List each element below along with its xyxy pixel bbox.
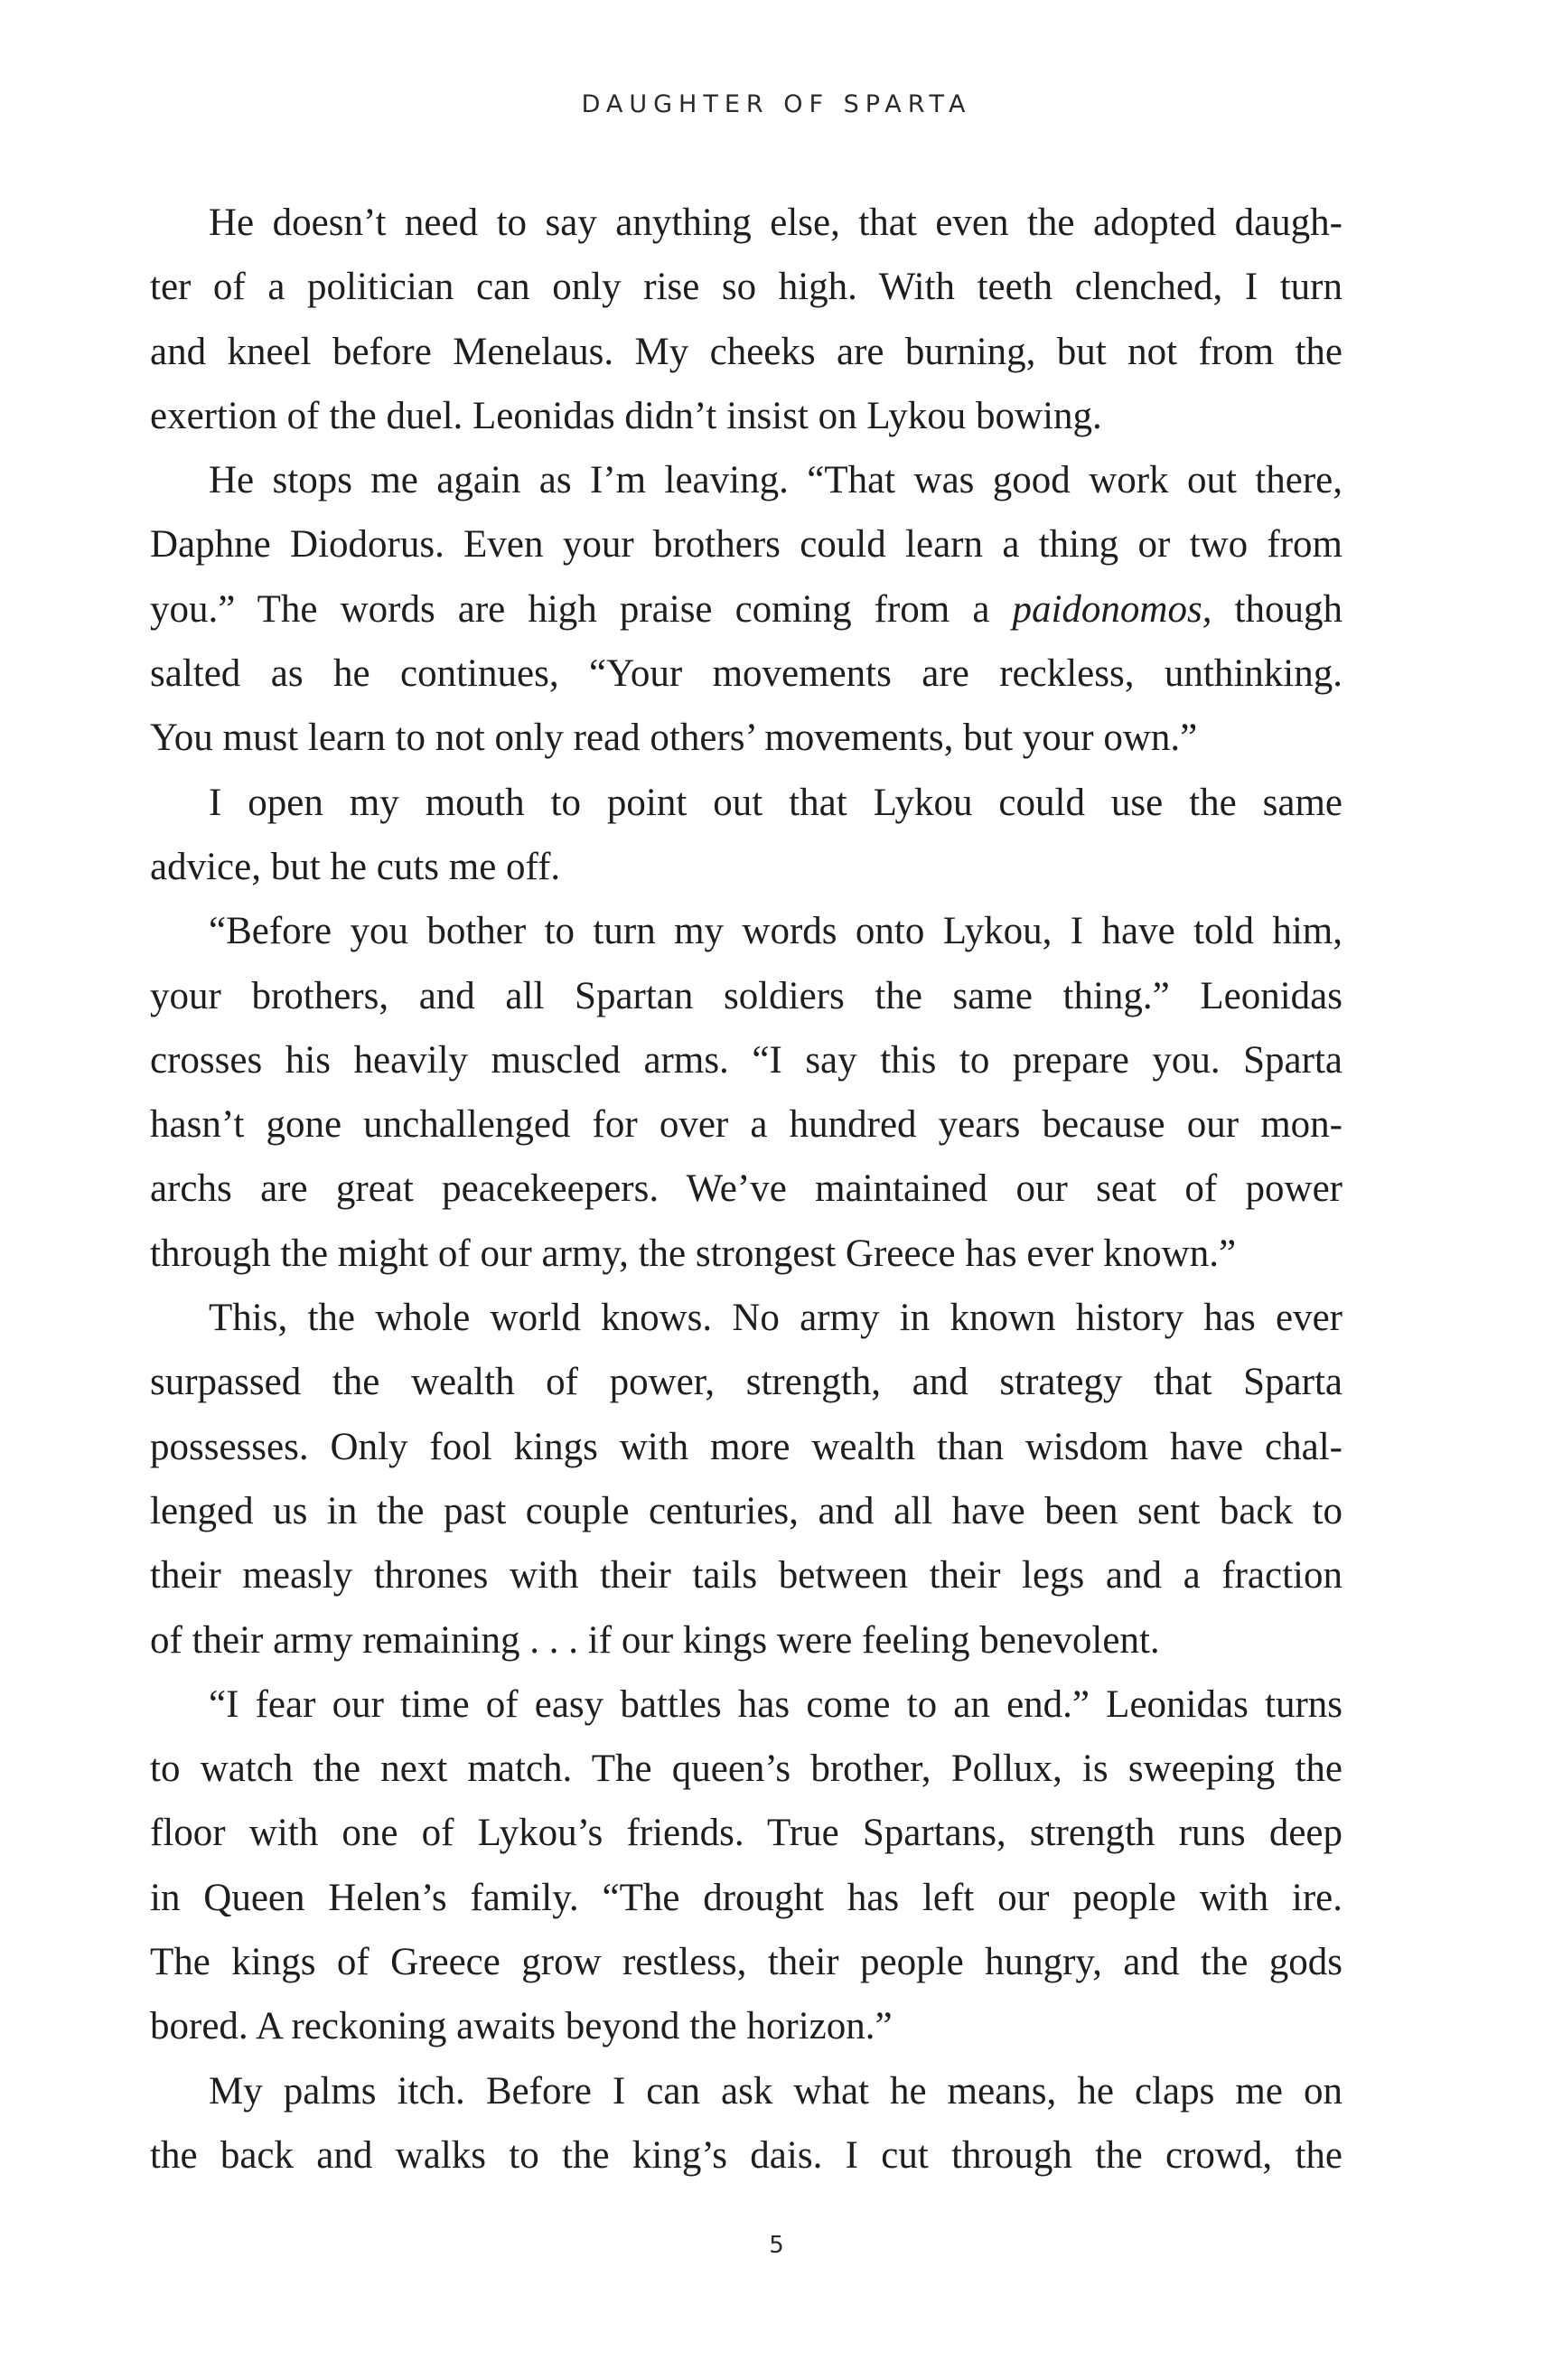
text-line: crosses his heavily muscled arms. “I say this to prepare you. Sparta (150, 1038, 1343, 1082)
text-line: archs are great peacekeepers. We’ve maintained our seat of power (150, 1167, 1343, 1211)
text-line: of their army remaining . . . if our kings were feeling benevolent. (150, 1618, 1160, 1662)
text-line (150, 577, 1343, 642)
running-head: DAUGHTER OF SPARTA (581, 90, 972, 118)
text-line: lenged us in the past couple centuries, and all have been sent back to (150, 1489, 1343, 1532)
text-line: salted as he continues, “Your movements are reckless, unthinking. (150, 652, 1343, 696)
text-line: You must learn to not only read others’ movements, but your own.” (150, 717, 1198, 760)
text-line: My palms itch. Before I can ask what he means, he claps me on (209, 2069, 1343, 2113)
text-line: your brothers, and all Spartan soldiers the same thing.” Leonidas (150, 974, 1343, 1017)
text-line: hasn’t gone unchallenged for over a hundred years because our mon- (150, 1103, 1343, 1147)
text-segment: though (1212, 587, 1343, 631)
text-line: through the might of our army, the strongest Greece has ever known.” (150, 1232, 1237, 1275)
italic-term: paidonomos, (1012, 587, 1212, 631)
text-line: The kings of Greece grow restless, their people hungry, and the gods (150, 1941, 1343, 1984)
body-text (150, 191, 1343, 2188)
text-segment: you.” The words are high praise coming from a (150, 587, 1013, 631)
text-line: the back and walks to the king’s dais. I cut through the crowd, the (150, 2133, 1343, 2177)
text-line: their measly thrones with their tails between their legs and a fraction (150, 1554, 1343, 1598)
text-line: This, the whole world knows. No army in known history has ever (209, 1297, 1343, 1340)
text-line: He doesn’t need to say anything else, that even the adopted daugh- (209, 201, 1343, 244)
text-line: floor with one of Lykou’s friends. True Spartans, strength runs deep (150, 1812, 1343, 1855)
text-line: “I fear our time of easy battles has come to an end.” Leonidas turns (209, 1682, 1343, 1726)
text-line: advice, but he cuts me off. (150, 845, 561, 888)
page-number: 5 (769, 2232, 784, 2259)
text-line: possesses. Only fool kings with more wealth than wisdom have chal- (150, 1425, 1343, 1468)
text-line: bored. A reckoning awaits beyond the horizon.” (150, 2005, 893, 2048)
text-line: exertion of the duel. Leonidas didn’t insist on Lykou bowing. (150, 394, 1102, 437)
text-line: I open my mouth to point out that Lykou could use the same (209, 781, 1343, 824)
text-line: to watch the next match. The queen’s brother, Pollux, is sweeping the (150, 1748, 1343, 1791)
text-line: in Queen Helen’s family. “The drought has left our people with ire. (150, 1876, 1343, 1919)
text-line: surpassed the wealth of power, strength, and strategy that Sparta (150, 1361, 1343, 1404)
text-line: He stops me again as I’m leaving. “That was good work out there, (209, 459, 1343, 502)
text-line: Daphne Diodorus. Even your brothers could learn a thing or two from (150, 523, 1343, 567)
text-line: and kneel before Menelaus. My cheeks are burning, but not from the (150, 330, 1343, 373)
text-line: “Before you bother to turn my words onto Lykou, I have told him, (209, 910, 1343, 953)
text-line: ter of a politician can only rise so high. With teeth clenched, I turn (150, 266, 1343, 309)
